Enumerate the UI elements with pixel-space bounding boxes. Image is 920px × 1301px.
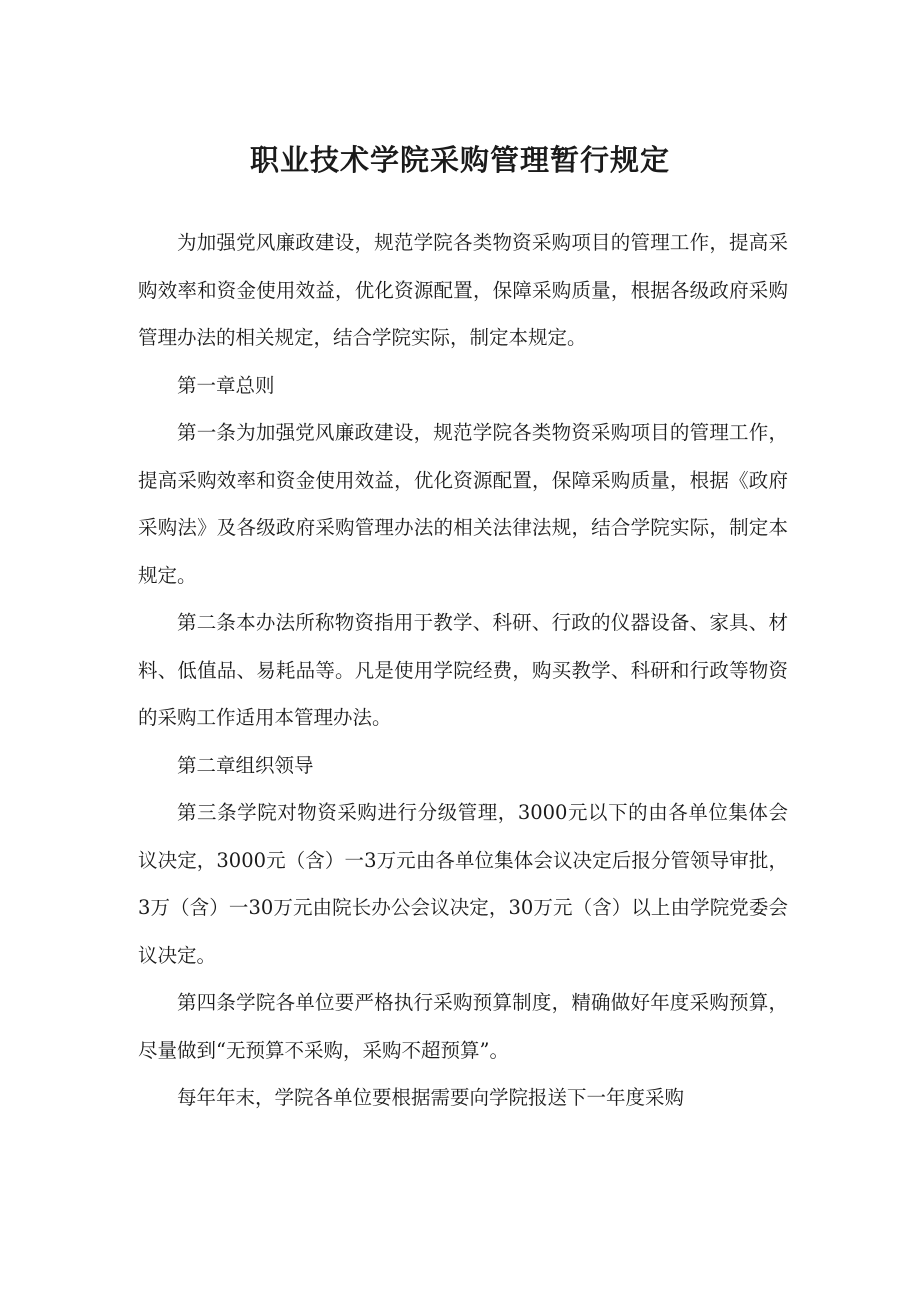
paragraph-article-1: 第一条为加强党风廉政建设，规范学院各类物资采购项目的管理工作，提高采购效率和资金使用效益，优化资源配置，保障采购质量，根据《政府采购法》及各级政府采购管理办法的相关法律法规，结合学院实际，制定本规定。 bbox=[138, 421, 788, 587]
paragraph-article-2: 第二条本办法所称物资指用于教学、科研、行政的仪器设备、家具、材料、低值品、易耗品等。凡是使用学院经费，购买教学、科研和行政等物资的采购工作适用本管理办法。 bbox=[138, 611, 788, 729]
document-title: 职业技术学院采购管理暂行规定 bbox=[249, 143, 670, 177]
chapter-heading: 第二章组织领导 bbox=[177, 753, 314, 777]
paragraph-continued: 每年年末，学院各单位要根据需要向学院报送下一年度采购 bbox=[177, 1086, 685, 1109]
chapter-heading: 第一章总则 bbox=[177, 373, 275, 397]
paragraph-article-4: 第四条学院各单位要严格执行采购预算制度，精确做好年度采购预算，尽量做到“无预算不采购，采购不超预算”。 bbox=[138, 991, 788, 1062]
paragraph-intro: 为加强党风廉政建设，规范学院各类物资采购项目的管理工作，提高采购效率和资金使用效益，优化资源配置，保障采购质量，根据各级政府采购管理办法的相关规定，结合学院实际，制定本规定。 bbox=[138, 231, 788, 349]
document-body bbox=[138, 219, 788, 1122]
paragraph-article-3: 第三条学院对物资采购进行分级管理，3000元以下的由各单位集体会议决定，3000元（含）一3万元由各单位集体会议决定后报分管领导审批，3万（含）一30万元由院长办公会议决定，30万元（含）以上由学院党委会议决定。 bbox=[138, 801, 788, 967]
